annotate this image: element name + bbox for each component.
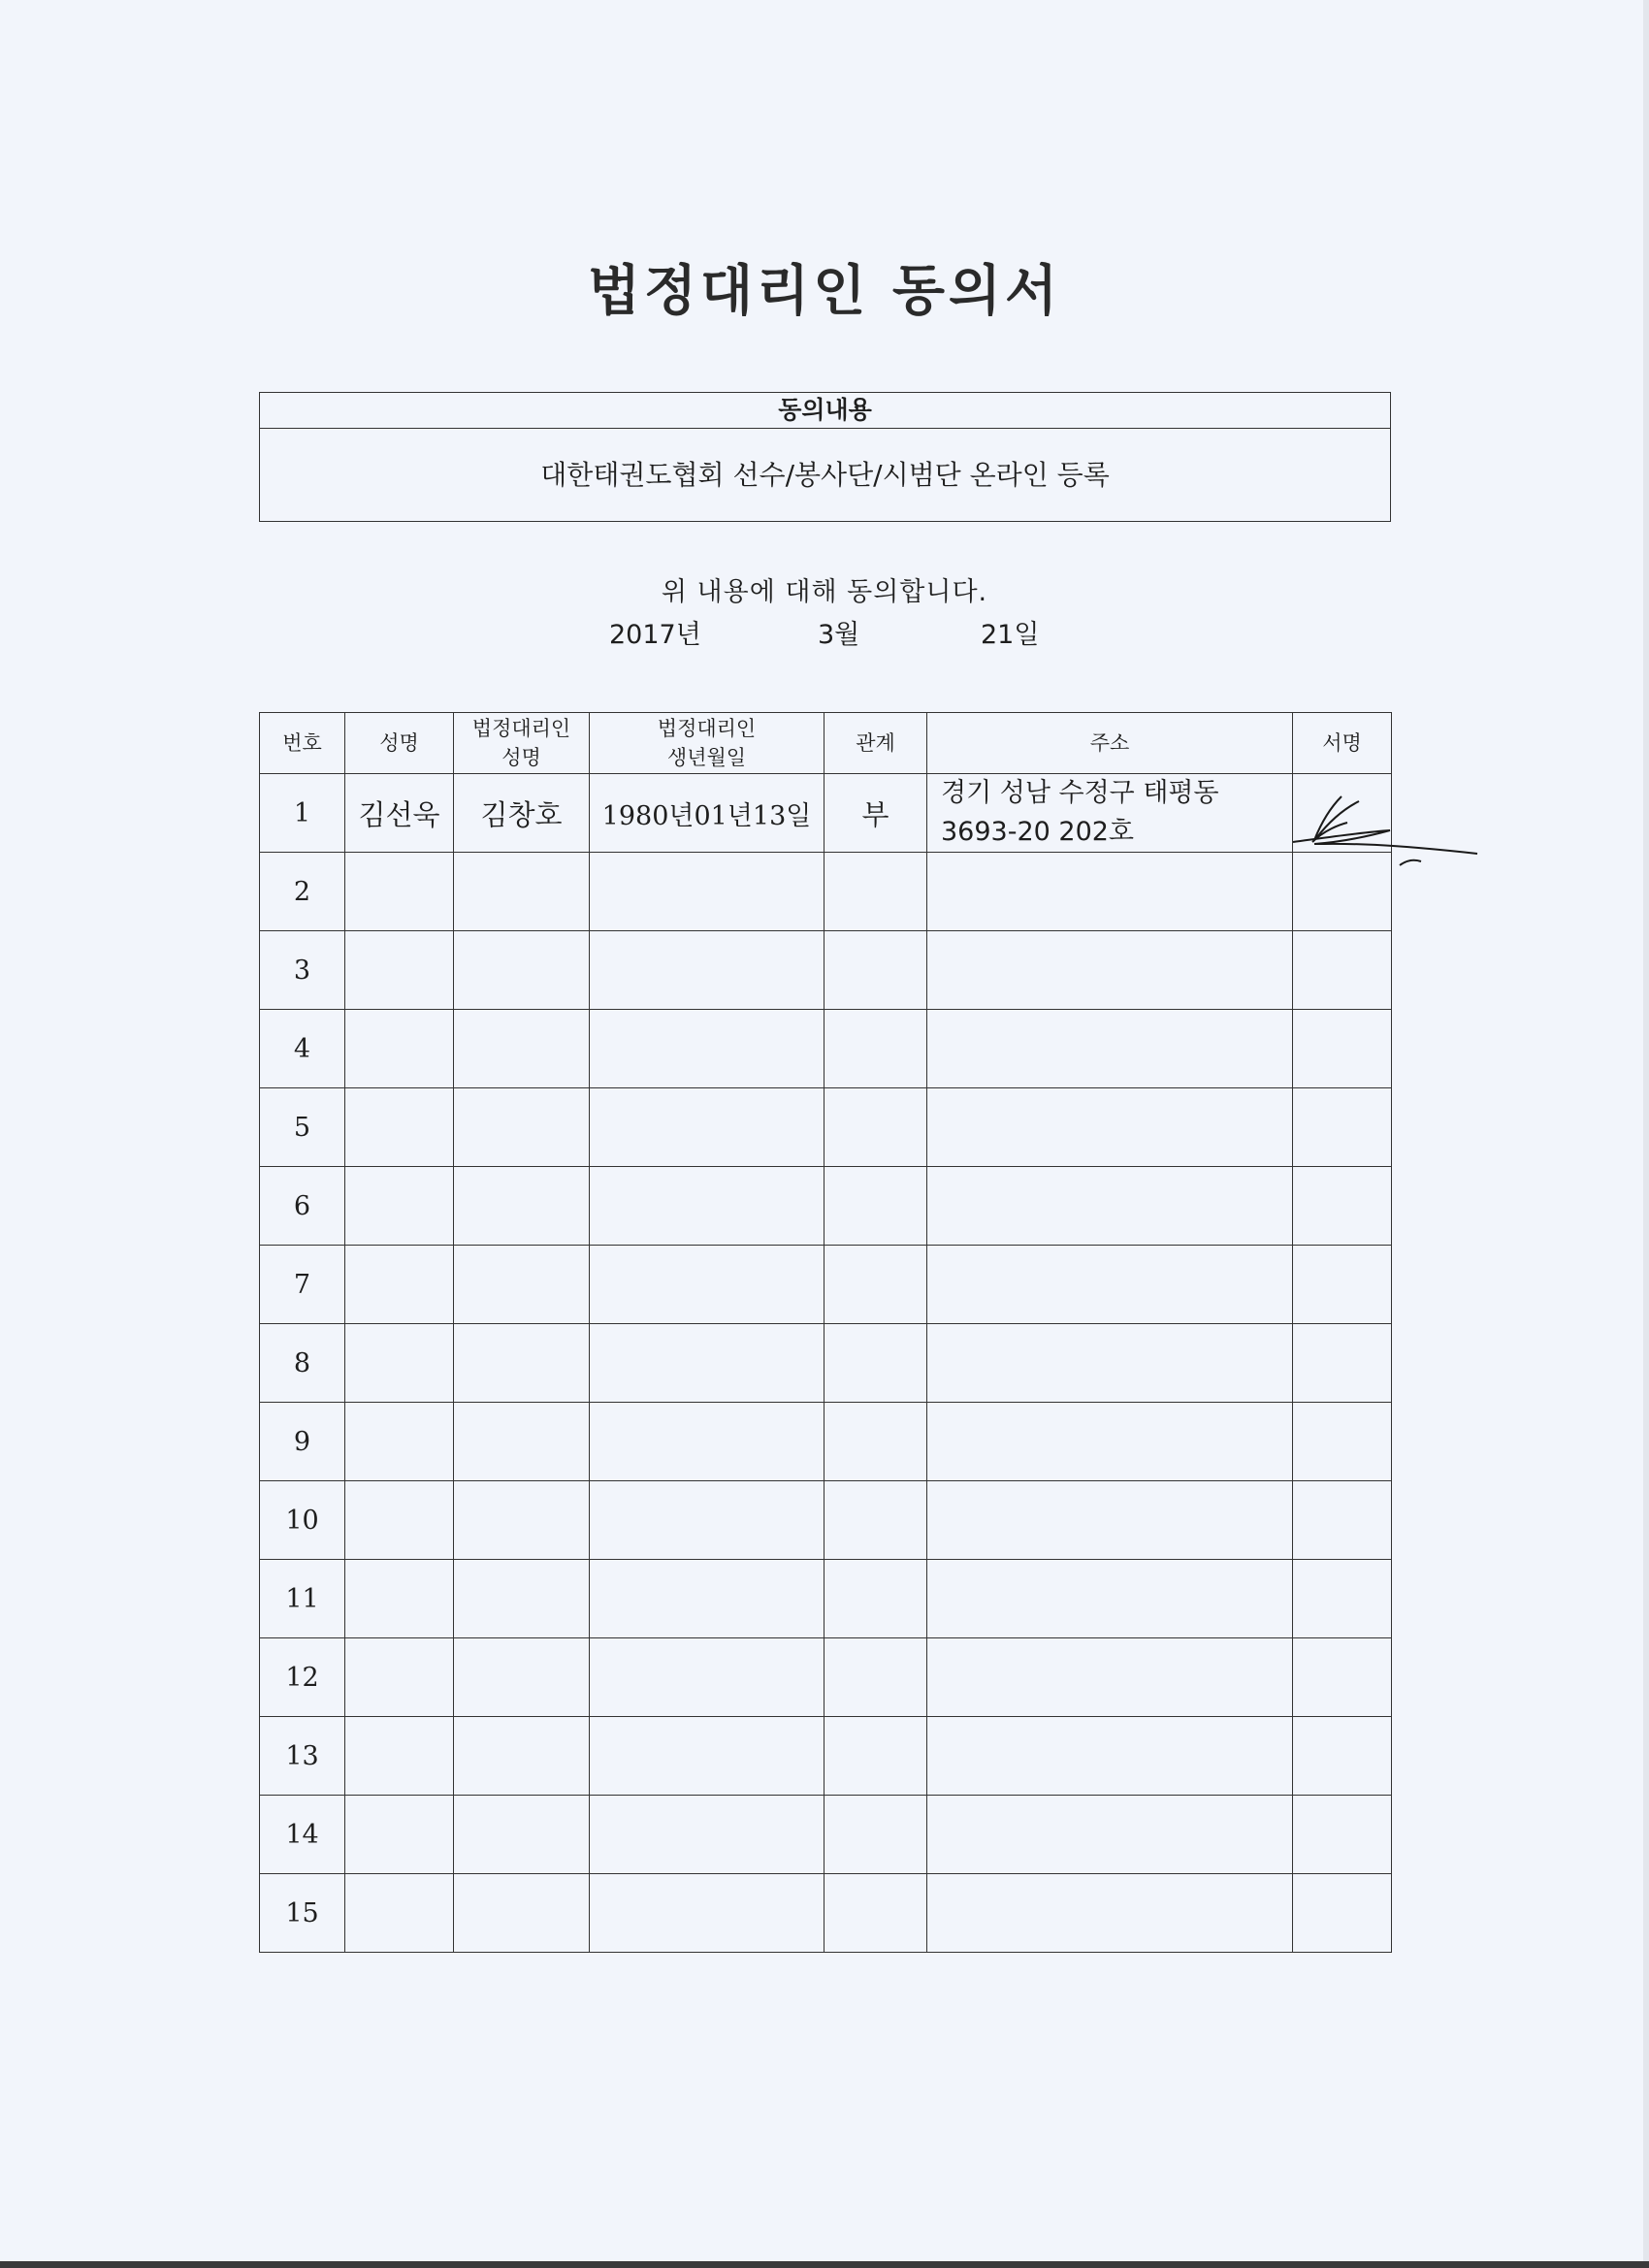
table-row (260, 931, 1392, 1010)
header-number: 번호 (260, 713, 345, 774)
document-title: 법정대리인 동의서 (587, 260, 1062, 323)
agreement-statement: 위 내용에 대해 동의합니다. (661, 577, 988, 607)
scan-bottom-edge (0, 2261, 1649, 2268)
header-relation: 관계 (824, 713, 927, 774)
date-day: 21일 (981, 620, 1040, 650)
row-relation: 부 (824, 774, 927, 853)
header-guardian-name-line2: 성명 (501, 746, 541, 769)
handwritten-signature (1254, 782, 1477, 869)
row-number: 3 (260, 931, 345, 1010)
table-row (260, 1167, 1392, 1246)
row-number: 5 (260, 1088, 345, 1167)
header-address: 주소 (927, 713, 1293, 774)
date-year: 2017년 (609, 620, 701, 650)
header-guardian-dob-line1: 법정대리인 (657, 717, 757, 740)
row-number: 7 (260, 1246, 345, 1324)
row-number: 1 (260, 774, 345, 853)
header-guardian-name-line1: 법정대리인 (471, 717, 571, 740)
row-address-line1: 경기 성남 수정구 태평동 (941, 778, 1219, 808)
table-row (260, 1088, 1392, 1167)
row-number: 11 (260, 1560, 345, 1638)
table-row (260, 1403, 1392, 1481)
table-header-row (260, 713, 1392, 774)
table-row (260, 1874, 1392, 1953)
row-number: 15 (260, 1874, 345, 1953)
row-number: 12 (260, 1638, 345, 1717)
row-guardian-name: 김창호 (454, 774, 590, 853)
consent-content: 대한태권도협회 선수/봉사단/시범단 온라인 등록 (540, 459, 1110, 491)
consent-header: 동의내용 (260, 393, 1390, 429)
row-number: 8 (260, 1324, 345, 1403)
row-number: 10 (260, 1481, 345, 1560)
date-month: 3월 (818, 620, 860, 650)
registration-table (259, 712, 1392, 1953)
row-number: 9 (260, 1403, 345, 1481)
table-row (260, 1246, 1392, 1324)
table-row (260, 1560, 1392, 1638)
row-name: 김선욱 (345, 774, 454, 853)
row-number: 13 (260, 1717, 345, 1796)
scan-edge (1643, 0, 1649, 2268)
table-row (260, 1010, 1392, 1088)
row-number: 6 (260, 1167, 345, 1246)
row-number: 2 (260, 853, 345, 931)
header-guardian-dob (590, 713, 824, 774)
row-address-line2: 3693-20 202호 (941, 817, 1135, 847)
header-signature: 서명 (1293, 713, 1392, 774)
row-guardian-dob: 1980년01년13일 (590, 774, 824, 853)
table-row (260, 1324, 1392, 1403)
table-row (260, 1638, 1392, 1717)
table-row (260, 1481, 1392, 1560)
table-row (260, 1717, 1392, 1796)
table-row (260, 1796, 1392, 1874)
header-guardian-dob-line2: 생년월일 (666, 746, 747, 769)
row-signature (1293, 774, 1392, 853)
row-number: 14 (260, 1796, 345, 1874)
row-address (927, 774, 1293, 853)
row-number: 4 (260, 1010, 345, 1088)
table-row (260, 853, 1392, 931)
table-row (260, 774, 1392, 853)
consent-box (259, 392, 1391, 522)
header-name: 성명 (345, 713, 454, 774)
header-guardian-name (454, 713, 590, 774)
